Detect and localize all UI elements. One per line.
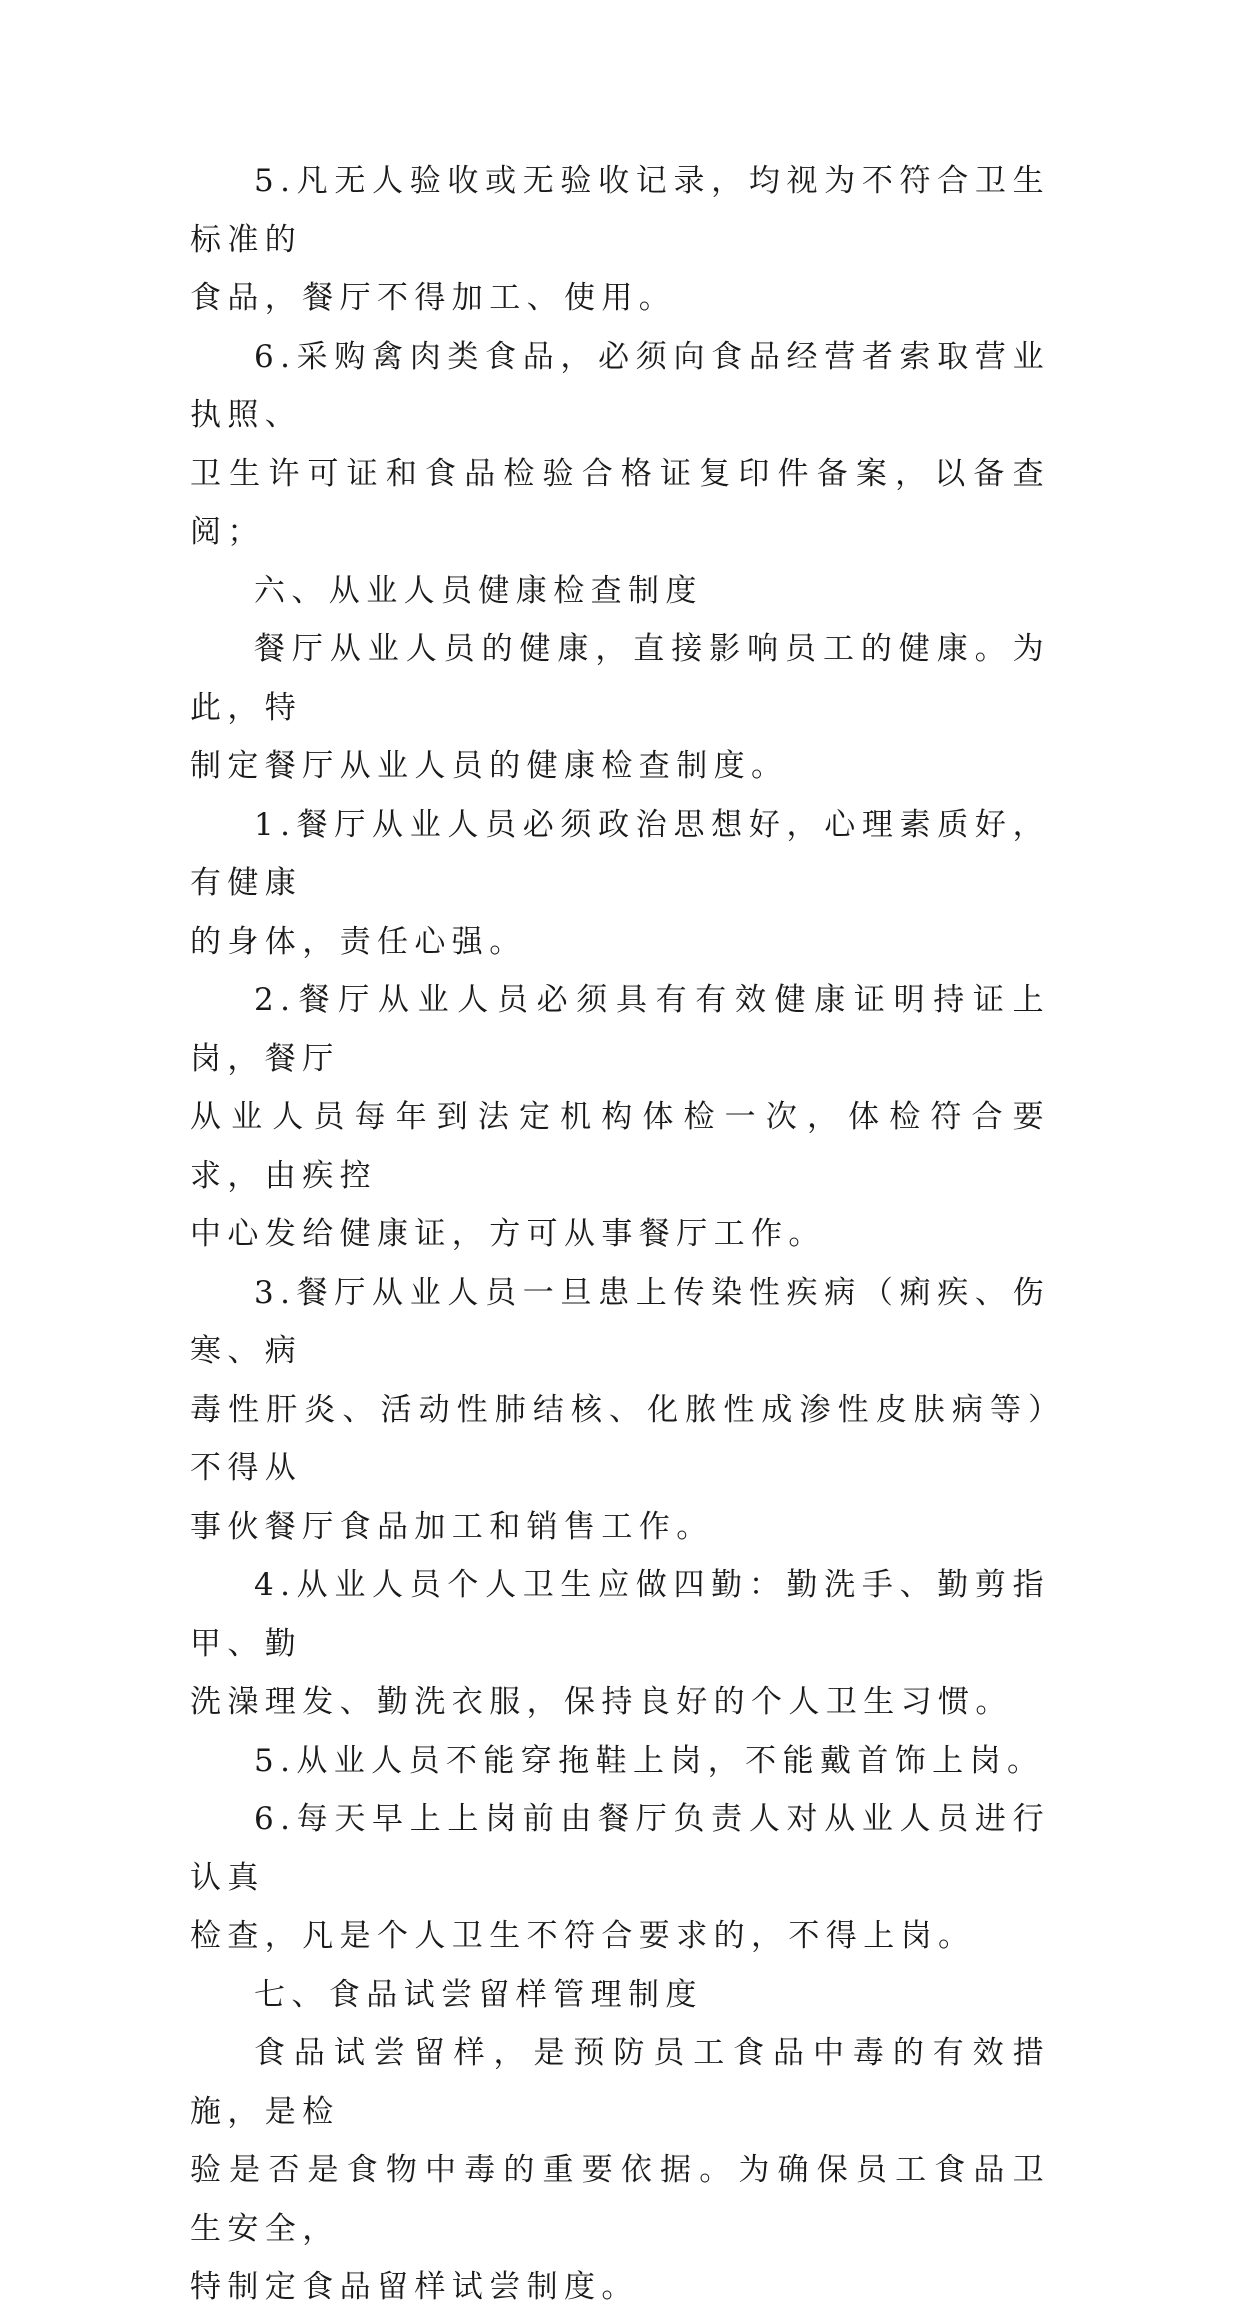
text-line: 3.餐厅从业人员一旦患上传染性疾病（痢疾、伤寒、病 [190, 1274, 1050, 1369]
text-line: 事伙餐厅食品加工和销售工作。 [190, 1508, 714, 1545]
text-line: 洗澡理发、勤洗衣服，保持良好的个人卫生习惯。 [190, 1684, 1013, 1720]
text-line: 5.凡无人验收或无验收记录，均视为不符合卫生标准的 [190, 163, 1050, 258]
text-line: 6.采购禽肉类食品，必须向食品经营者索取营业执照、 [190, 338, 1050, 433]
text-line: 5.从业人员不能穿拖鞋上岗，不能戴首饰上岗。 [254, 1742, 1045, 1779]
heading-text: 七、食品试尝留样管理制度 [254, 1976, 703, 2013]
section-heading-sample-retention [190, 1966, 1050, 2025]
text-line: 中心发给健康证，方可从事餐厅工作。 [190, 1216, 826, 1252]
paragraph-health-item-1 [190, 796, 1050, 972]
text-line: 检查，凡是个人卫生不符合要求的，不得上岗。 [190, 1918, 976, 1954]
text-line: 食品试尝留样，是预防员工食品中毒的有效措施，是检 [190, 2035, 1050, 2130]
text-line: 食品，餐厅不得加工、使用。 [190, 280, 677, 316]
text-line: 餐厅从业人员的健康，直接影响员工的健康。为此，特 [190, 631, 1050, 726]
paragraph-health-item-5 [190, 1732, 1050, 1791]
heading-text: 六、从业人员健康检查制度 [254, 572, 703, 609]
text-line: 的身体，责任心强。 [190, 923, 527, 960]
text-line: 6.每天早上上岗前由餐厅负责人对从业人员进行认真 [190, 1801, 1050, 1896]
paragraph-health-intro [190, 620, 1050, 796]
text-line: 4.从业人员个人卫生应做四勤：勤洗手、勤剪指甲、勤 [190, 1567, 1050, 1662]
text-line: 卫生许可证和食品检验合格证复印件备案，以备查阅； [190, 455, 1050, 550]
text-line: 从业人员每年到法定机构体检一次，体检符合要求，由疾控 [190, 1099, 1050, 1194]
document-body [190, 152, 1050, 2317]
text-line: 2.餐厅从业人员必须具有有效健康证明持证上岗，餐厅 [190, 982, 1050, 1077]
paragraph-health-item-4 [190, 1556, 1050, 1732]
text-line: 1.餐厅从业人员必须政治思想好，心理素质好，有健康 [190, 806, 1050, 901]
text-line: 验是否是食物中毒的重要依据。为确保员工食品卫生安全， [190, 2152, 1050, 2247]
paragraph-health-item-2 [190, 971, 1050, 1264]
text-line: 毒性肝炎、活动性肺结核、化脓性成渗性皮肤病等）不得从 [190, 1391, 1050, 1486]
text-line: 特制定食品留样试尝制度。 [190, 2269, 639, 2305]
text-line: 制定餐厅从业人员的健康检查制度。 [190, 748, 789, 784]
paragraph-health-item-6 [190, 1790, 1050, 1966]
section-heading-health-check [190, 562, 1050, 621]
paragraph-item-5-acceptance [190, 152, 1050, 328]
paragraph-health-item-3 [190, 1264, 1050, 1557]
paragraph-item-6-purchasing [190, 328, 1050, 562]
paragraph-sample-intro [190, 2024, 1050, 2317]
